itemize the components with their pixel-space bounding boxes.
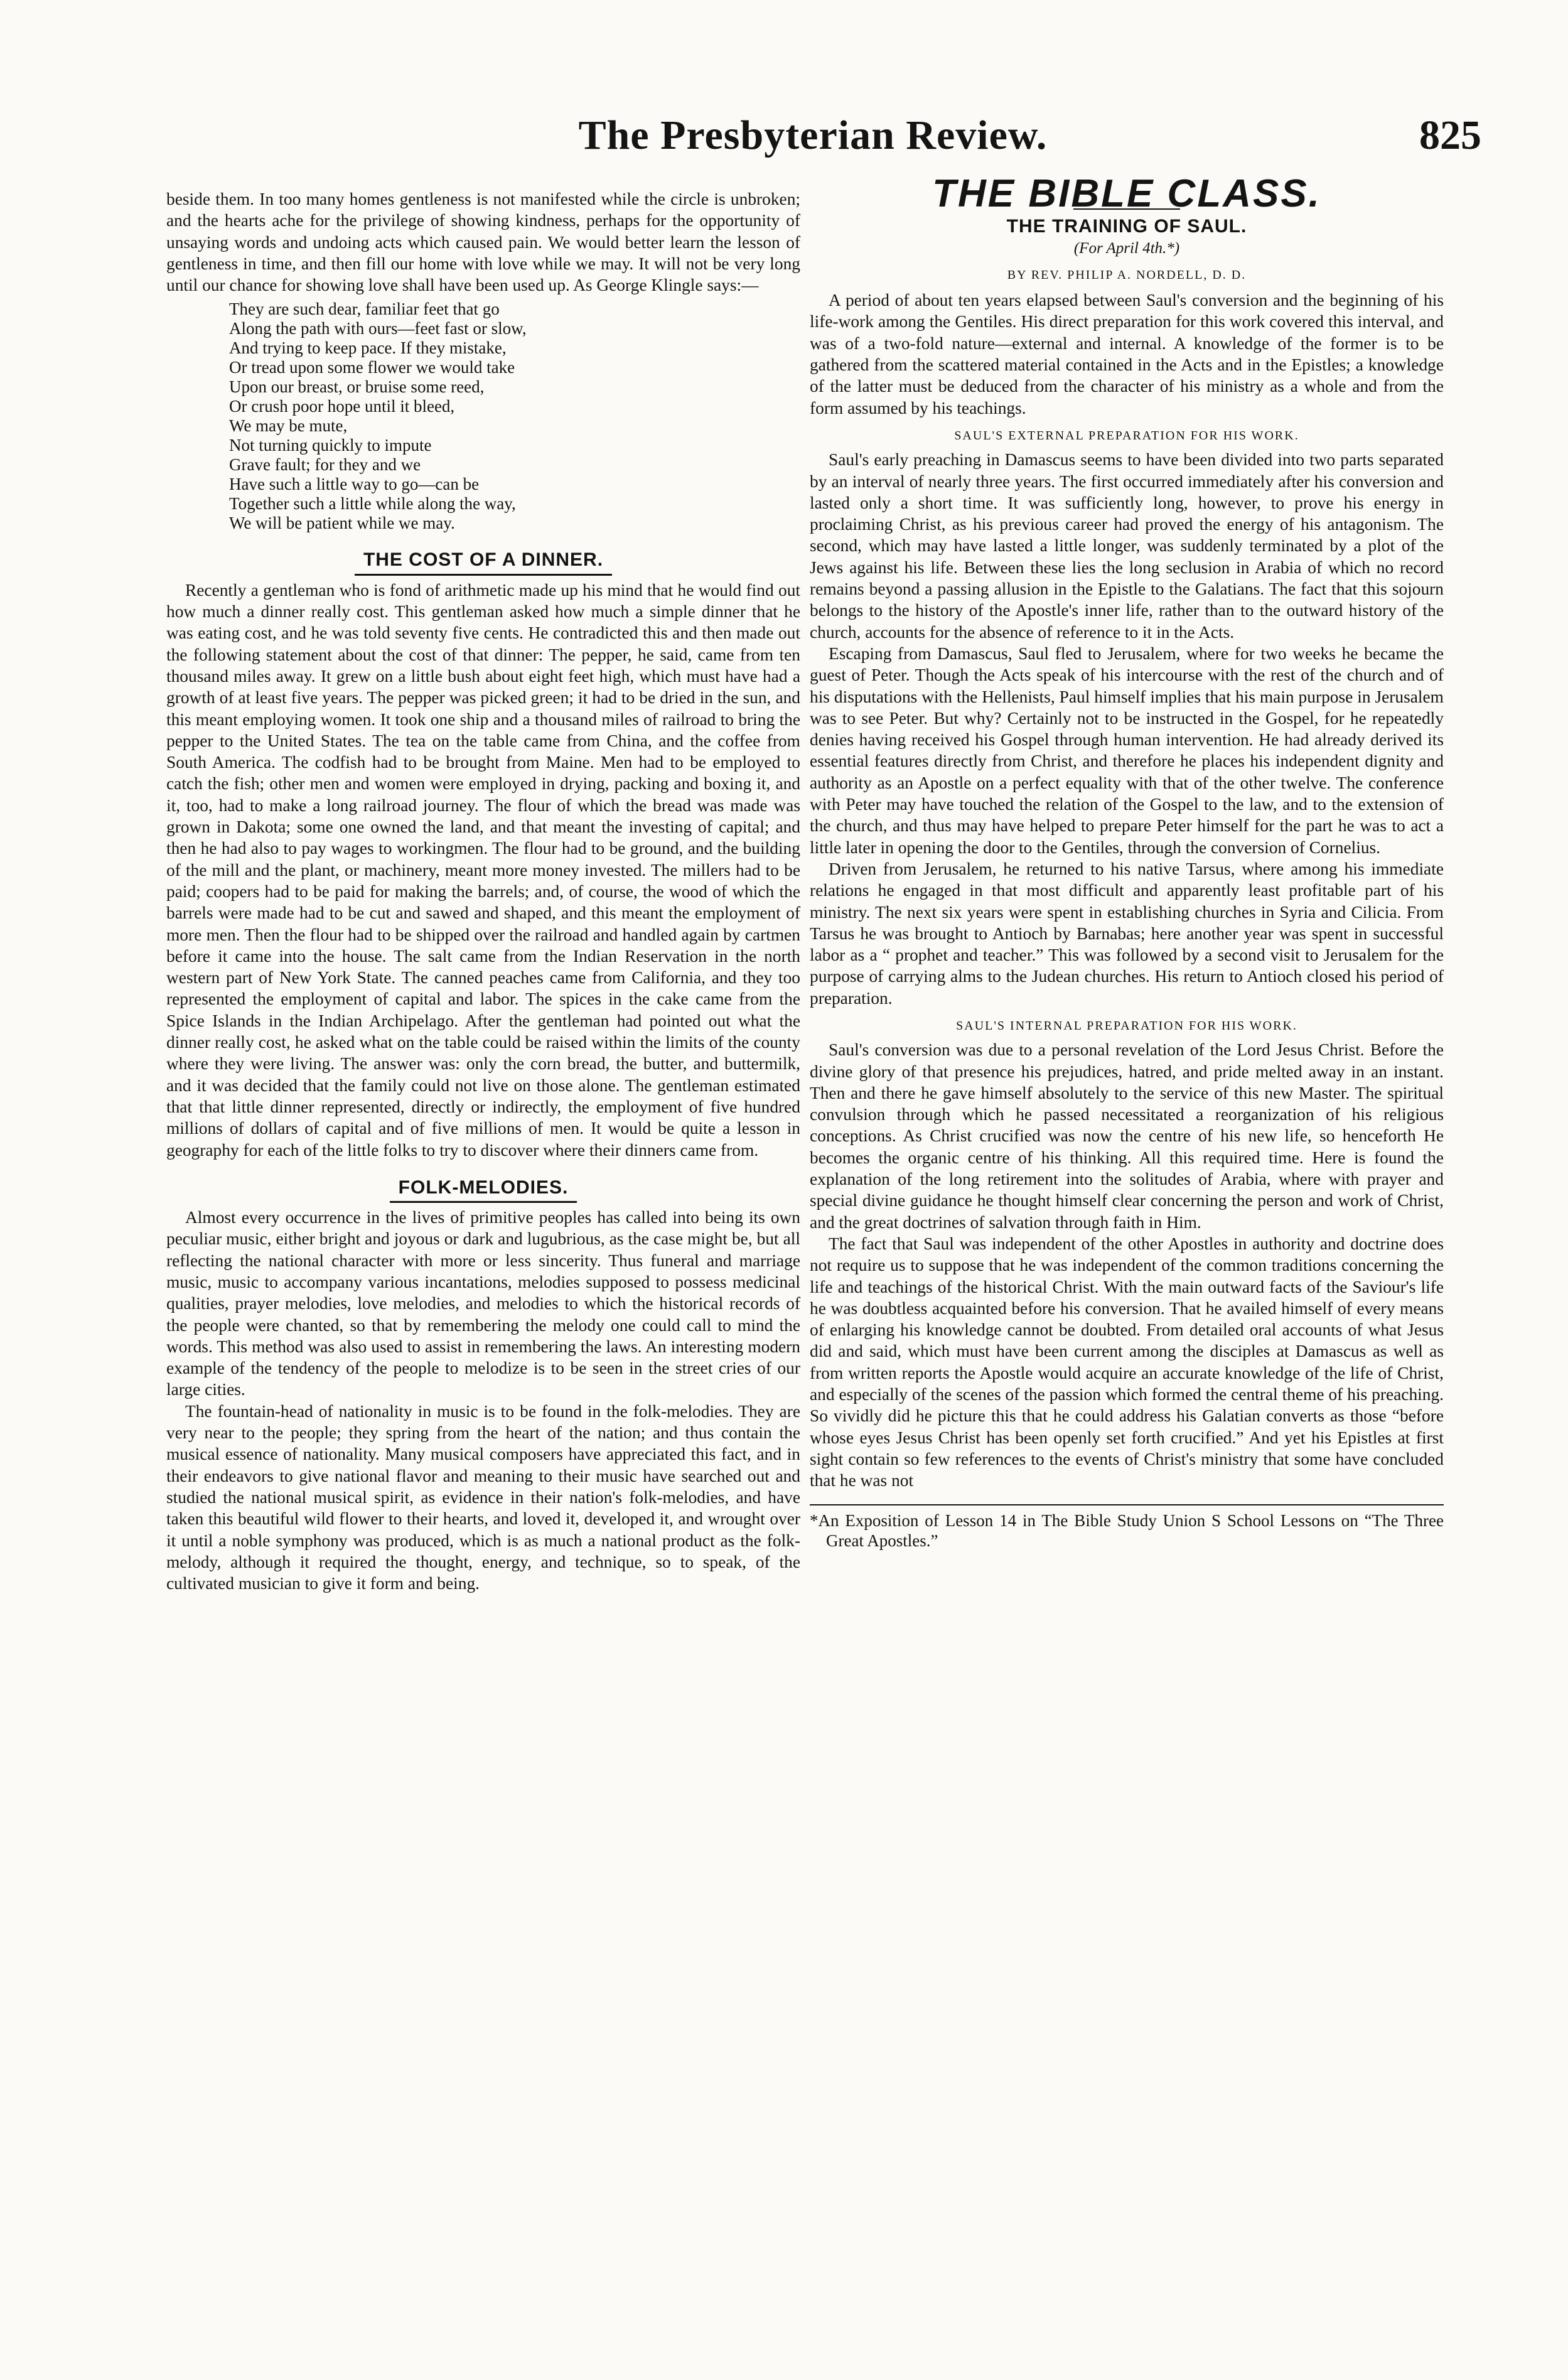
poem-line: Together such a little while along the way, (229, 494, 516, 514)
bible-paragraph-6: The fact that Saul was independent of the other Apostles in authority and doctrine does not require us to suppose that he was independent of the common traditions concerning the life and teachings of the historical Christ. With the main outward facts of the Saviour's life he was doubtless acquainted before his conversion. That he availed himself of every means of enlarging his knowledge cannot be doubted. From detailed oral accounts of what Jesus did and said, which must have been current among the disciples at Damascus as well as from written reports the Apostle would acquire an accurate knowledge of the life of Christ, and especially of the scenes of the passion which formed the central theme of his preaching. So vividly did he picture this that he could address his Galatian converts as those “before whose eyes Jesus Christ has been openly set forth crucified.” And yet his Epistles at first sight contain so few references to the events of Christ's ministry that some have concluded that he was not (810, 1234, 1444, 1490)
byline: BY REV. PHILIP A. NORDELL, D. D. (1007, 267, 1247, 282)
poem-line: Grave fault; for they and we (229, 455, 421, 475)
left-column (166, 188, 800, 2355)
bible-paragraph-1: A period of about ten years elapsed between Saul's conversion and the beginning of his life-work among the Gentiles. His direct preparation for this work covered this interval, and was of a two-fold nature—external and internal. A knowledge of the former is to be gathered from the scattered material contained in the Acts and in the Epistles; a knowledge of the latter must be deduced from the character of his ministry as a whole and from the form assumed by his teachings. (810, 291, 1444, 417)
folk-paragraph-1: Almost every occurrence in the lives of primitive peoples has called into being its own peculiar music, either bright and joyous or dark and lugubrious, as the case might be, but all reflecting the national character with more or less sincerity. Thus funeral and marriage music, music to accompany various incantations, melodies supposed to possess medicinal qualities, prayer melodies, love melodies, and melodies to which the historical records of the people were chanted, so that by remembering the melody one could call to mind the words. This method was also used to assist in remembering the laws. An interesting modern example of the tendency of the people to melodize is to be seen in the street cries of our large cities. (166, 1208, 800, 1399)
masthead-title: The Presbyterian Review. (578, 112, 1048, 158)
poem-line: Along the path with ours—feet fast or slow, (229, 319, 527, 338)
poem-line: Or tread upon some flower we would take (229, 358, 515, 377)
lesson-title: THE TRAINING OF SAUL. (1006, 216, 1247, 237)
poem-line: Not turning quickly to impute (229, 436, 432, 455)
poem-line: Upon our breast, or bruise some reed, (229, 377, 485, 397)
poem-line: Or crush poor hope until it bleed, (229, 397, 455, 416)
footnote: *An Exposition of Lesson 14 in The Bible Study Union S School Lessons on “The Three Great Apostles.” (810, 1510, 1444, 1550)
gentleness-paragraph: beside them. In too many homes gentleness is not manifested while the circle is unbroken; and the hearts ache for the privilege of showing kindness, perhaps for the opportunity of unsaying words and undoing acts which caused pain. We would better learn the lesson of gentleness in time, and then fill our home with love while we may. It will not be very long until our chance for showing love shall have been used up. As George Klingle says:— (166, 190, 800, 295)
internal-preparation-heading: SAUL'S INTERNAL PREPARATION FOR HIS WORK. (956, 1018, 1297, 1033)
bible-paragraph-3: Escaping from Damascus, Saul fled to Jerusalem, where for two weeks he became the guest of Peter. Though the Acts speak of his intercourse with the rest of the church and of his disputations with the Hellenists, Paul himself implies that his main purpose in Jerusalem was to see Peter. But why? Certainly not to be instructed in the Gospel, for he repeatedly denies having received his Gospel through human intervention. He had already derived its essential features directly from Christ, and therefore he places his independent dignity and authority as an Apostle on a perfect equality with that of the other twelve. The conference with Peter may have touched the relation of the Gospel to the law, and to the extension of the church, and thus may have helped to prepare Peter himself for the part he was to act a little later in opening the door to the Gentiles, through the conversion of Cornelius. (810, 643, 1444, 857)
bible-paragraph-2: Saul's early preaching in Damascus seems to have been divided into two parts separated by an interval of nearly three years. The first occurred immediately after his conversion and lasted only a short time. It was sufficiently long, however, to prove his energy in proclaiming Christ, as his previous career had proved the energy of his antagonism. The second, which may have lasted a little longer, was suddenly terminated by a plot of the Jews against his life. Between these lies the long seclusion in Arabia of which no record remains beyond a passing allusion in the Epistle to the Galatians. The fact that this sojourn belongs to the history of the Apostle's inner life, rather than to the outward history of the church, accounts for the absence of reference to it in the Acts. (810, 450, 1444, 642)
poem (229, 299, 800, 533)
poem-line: We will be patient while we may. (229, 514, 455, 533)
poem-line: We may be mute, (229, 416, 348, 436)
dinner-article: Recently a gentleman who is fond of arithmetic made up his mind that he would find out how much a dinner really cost. This gentleman asked how much a simple dinner that he was eating cost, and he was told seventy five cents. He contradicted this and then made out the following statement about the cost of that dinner: The pepper, he said, came from ten thousand miles away. It grew on a little bush about eight feet high, which must have had a growth of at least five years. The pepper was picked green; it had to be dried in the sun, and this meant employing women. It took one ship and a thousand miles of railroad to bring the pepper to the United States. The tea on the table came from China, and the coffee from South America. The codfish had to be brought from Maine. Men had to be employed to catch the fish; other men and women were employed in drying, packing and boxing it, and it, too, had to make a long railroad journey. The flour of which the bread was made was grown in Dakota; some one owned the land, and that meant the investing of capital; and then he had also to pay wages to workingmen. The flour had to be ground, and the building of the mill and the plant, or machinery, meant more money invested. The millers had to be paid; coopers had to be paid for making the barrels; and, of course, the wood of which the barrels were made had to be cut and sawed and shaped, and this meant the employment of more men. Then the flour had to be shipped over the railroad and handled again by cartmen before it came into the house. The salt came from the Indian Reservation in the north western part of New York State. The canned peaches came from California, and they too represented the employment of capital and labor. The spices in the cake came from the Spice Islands in the Indian Archipelago. After the gentleman had pointed out what the dinner really cost, he asked what on the table could be raised within the limits of the county where they were living. The answer was: only the corn bread, the butter, and buttermilk, and it was decided that the family could not live on those alone. The gentleman estimated that that little dinner represented, directly or indirectly, the employment of five hundred millions of dollars of capital and of five millions of men. It would be quite a lesson in geography for each of the little folks to try to discover where their dinners came from. (166, 580, 800, 1160)
folk-paragraph-2: The fountain-head of nationality in music is to be found in the folk-melodies. They are very near to the people; they spring from the heart of the nation; and thus contain the musical essence of nationality. Many musical composers have appreciated this fact, and in their endeavors to give national flavor and meaning to their music have searched out and studied the national musical spirit, as evidence in their nation's folk-melodies, and have taken this beautiful wild flower to their hearts, and loved it, developed it, and wrought over it until a noble symphony was produced, which is as much a national product as the folk-melody, although it required the thought, energy, and technique, so to speak, of the cultivated musician to give it form and being. (166, 1401, 800, 1593)
poem-line: They are such dear, familiar feet that go (229, 299, 500, 319)
external-preparation-heading: SAUL'S EXTERNAL PREPARATION FOR HIS WORK. (954, 428, 1299, 443)
bible-paragraph-4: Driven from Jerusalem, he returned to his native Tarsus, where among his immediate relations he engaged in that most difficult and apparently least profitable part of his ministry. The next six years were spent in establishing churches in Syria and Cilicia. From Tarsus he was brought to Antioch by Barnabas; here another year was spent in successful labor as a “ prophet and teacher.” This was followed by a second visit to Jerusalem for the purpose of carrying alms to the Judean churches. His return to Antioch closed his period of preparation. (810, 859, 1444, 1008)
poem-line: Have such a little way to go—can be (229, 475, 480, 494)
bible-paragraph-5: Saul's conversion was due to a personal revelation of the Lord Jesus Christ. Before the divine glory of that presence his prejudices, hatred, and pride melted away in an instant. Then and there he gave himself absolutely to the service of this new Master. The spiritual convulsion through which he passed necessitated a reorganization of his religious conceptions. As Christ crucified was now the centre of his new life, so henceforth He becomes the organic centre of his thinking. All this required time. Here is found the explanation of the long retirement into the solitudes of Arabia, where with prayer and special divine guidance he thought himself clear concerning the person and work of Christ, and the great doctrines of salvation through faith in Him. (810, 1040, 1444, 1232)
page-number: 825 (1419, 112, 1481, 158)
lesson-date: (For April 4th.*) (1073, 239, 1180, 257)
dinner-section-heading: THE COST OF A DINNER. (166, 549, 800, 575)
folk-section-heading: FOLK-MELODIES. (166, 1177, 800, 1203)
right-column (810, 172, 1444, 2355)
poem-line: And trying to keep pace. If they mistake, (229, 338, 507, 358)
footnote-rule (810, 1504, 1444, 1505)
bible-class-heading: THE BIBLE CLASS. (932, 172, 1321, 215)
